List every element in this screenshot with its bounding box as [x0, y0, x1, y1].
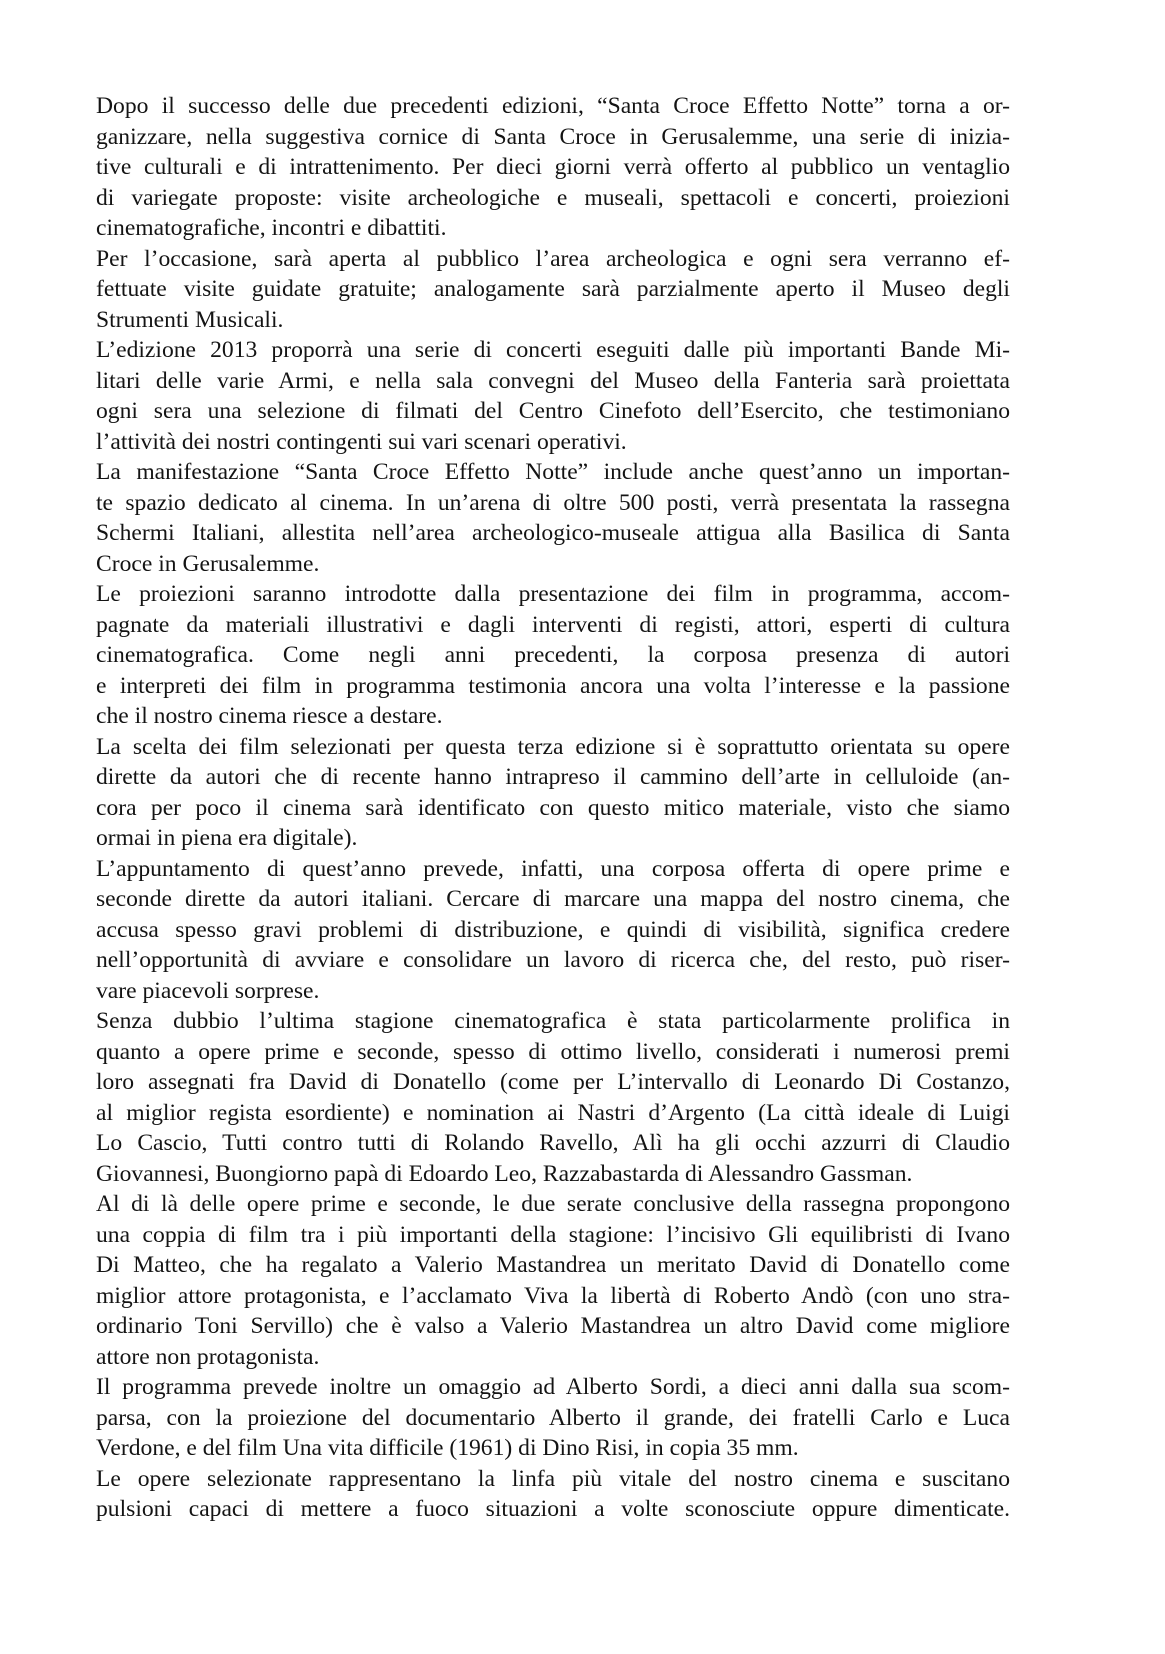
text-line: nell’opportunità di avviare e consolidare un lavoro di ricerca che, del resto, può riser-: [96, 947, 1010, 973]
text-line: La manifestazione “Santa Croce Effetto Notte” include anche quest’anno un importan-: [96, 459, 1010, 485]
text-line: accusa spesso gravi problemi di distribuzione, e quindi di visibilità, significa credere: [96, 916, 1010, 943]
text-line: Strumenti Musicali.: [96, 306, 284, 333]
paragraph: [96, 244, 1010, 336]
paragraph: [96, 335, 1010, 457]
text-line: tive culturali e di intrattenimento. Per dieci giorni verrà offerto al pubblico un ventaglio: [96, 154, 1010, 180]
text-line: Verdone, e del film Una vita difficile (1961) di Dino Risi, in copia 35 mm.: [96, 1435, 799, 1461]
text-line: miglior attore protagonista, e l’acclamato Viva la libertà di Roberto Andò (con uno stra-: [96, 1282, 1010, 1309]
text-line: ormai in piena era digitale).: [96, 825, 358, 851]
paragraph: [96, 1372, 1010, 1464]
text-line: attore non protagonista.: [96, 1343, 320, 1370]
text-line: quanto a opere prime e seconde, spesso di ottimo livello, considerati i numerosi premi: [96, 1038, 1010, 1065]
text-line: al miglior regista esordiente) e nomination ai Nastri d’Argento (La città ideale di Luigi: [96, 1099, 1010, 1126]
paragraph: [96, 91, 1010, 244]
text-line: Di Matteo, che ha regalato a Valerio Mastandrea un meritato David di Donatello come: [96, 1252, 1010, 1278]
text-line: Croce in Gerusalemme.: [96, 550, 320, 577]
text-line: seconde dirette da autori italiani. Cercare di marcare una mappa del nostro cinema, che: [96, 886, 1010, 912]
text-line: Giovannesi, Buongiorno papà di Edoardo Leo, Razzabastarda di Alessandro Gassman.: [96, 1160, 913, 1187]
text-line: ordinario Toni Servillo) che è valso a Valerio Mastandrea un altro David come migliore: [96, 1313, 1010, 1339]
paragraph: [96, 732, 1010, 854]
text-line: Il programma prevede inoltre un omaggio ad Alberto Sordi, a dieci anni dalla sua scom-: [96, 1374, 1010, 1400]
text-line: di variegate proposte: visite archeologiche e museali, spettacoli e concerti, proiezioni: [96, 184, 1010, 211]
paragraph: [96, 1006, 1010, 1189]
text-line: parsa, con la proiezione del documentario Alberto il grande, dei fratelli Carlo e Luca: [96, 1404, 1010, 1431]
paragraph: [96, 579, 1010, 732]
text-line: L’edizione 2013 proporrà una serie di concerti eseguiti dalle più importanti Bande Mi-: [96, 337, 1010, 363]
paragraph: [96, 1189, 1010, 1372]
text-line: vare piacevoli sorprese.: [96, 977, 320, 1004]
text-line: Senza dubbio l’ultima stagione cinematografica è stata particolarmente prolifica in: [96, 1008, 1010, 1034]
text-line: cinematografiche, incontri e dibattiti.: [96, 215, 447, 241]
paragraph: [96, 457, 1010, 579]
text-line: L’appuntamento di quest’anno prevede, infatti, una corposa offerta di opere prime e: [96, 855, 1010, 882]
text-line: una coppia di film tra i più importanti della stagione: l’incisivo Gli equilibristi di Ivano: [96, 1221, 1010, 1248]
text-line: ogni sera una selezione di filmati del Centro Cinefoto dell’Esercito, che testimoniano: [96, 398, 1010, 424]
text-line: Schermi Italiani, allestita nell’area archeologico-museale attigua alla Basilica di Santa: [96, 520, 1010, 546]
text-line: Le proiezioni saranno introdotte dalla presentazione dei film in programma, accom-: [96, 581, 1010, 607]
text-line: Le opere selezionate rappresentano la linfa più vitale del nostro cinema e suscitano: [96, 1465, 1010, 1492]
text-line: cinematografica. Come negli anni precedenti, la corposa presenza di autori: [96, 642, 1010, 668]
paragraph: [96, 854, 1010, 1007]
text-line: pulsioni capaci di mettere a fuoco situazioni a volte sconosciute oppure dimenticate.: [96, 1496, 1010, 1522]
text-line: pagnate da materiali illustrativi e dagli interventi di registi, attori, esperti di cultura: [96, 611, 1010, 638]
text-line: te spazio dedicato al cinema. In un’arena di oltre 500 posti, verrà presentata la rassegna: [96, 489, 1010, 516]
text-line: litari delle varie Armi, e nella sala convegni del Museo della Fanteria sarà proiettata: [96, 367, 1010, 394]
text-line: fettuate visite guidate gratuite; analogamente sarà parzialmente aperto il Museo degli: [96, 276, 1010, 302]
text-line: dirette da autori che di recente hanno intrapreso il cammino dell’arte in celluloide (an-: [96, 764, 1010, 790]
text-line: Per l’occasione, sarà aperta al pubblico l’area archeologica e ogni sera verranno ef-: [96, 245, 1010, 272]
text-line: e interpreti dei film in programma testimonia ancora una volta l’interesse e la passione: [96, 672, 1010, 699]
document-page: [96, 91, 1010, 1525]
text-line: l’attività dei nostri contingenti sui vari scenari operativi.: [96, 428, 627, 455]
text-line: cora per poco il cinema sarà identificato con questo mitico materiale, visto che siamo: [96, 794, 1010, 821]
text-line: che il nostro cinema riesce a destare.: [96, 703, 443, 729]
text-line: ganizzare, nella suggestiva cornice di Santa Croce in Gerusalemme, una serie di inizia-: [96, 123, 1010, 150]
text-line: loro assegnati fra David di Donatello (come per L’intervallo di Leonardo Di Costanzo,: [96, 1069, 1010, 1095]
text-line: Al di là delle opere prime e seconde, le due serate conclusive della rassegna propongono: [96, 1191, 1010, 1217]
text-line: La scelta dei film selezionati per questa terza edizione si è soprattutto orientata su opere: [96, 733, 1010, 760]
text-line: Dopo il successo delle due precedenti edizioni, “Santa Croce Effetto Notte” torna a or-: [96, 93, 1010, 119]
paragraph: [96, 1464, 1010, 1525]
text-line: Lo Cascio, Tutti contro tutti di Rolando Ravello, Alì ha gli occhi azzurri di Claudio: [96, 1130, 1010, 1156]
